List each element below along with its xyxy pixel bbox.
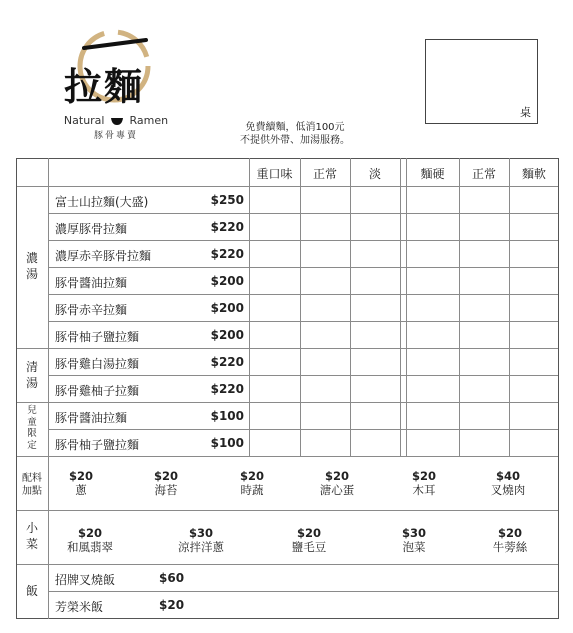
addon-name: 蔥 (75, 483, 87, 497)
grid-line (48, 294, 559, 295)
grid-line (48, 213, 559, 214)
addon-name: 海苔 (154, 483, 178, 497)
col-noodle-firm: 麵硬 (420, 167, 445, 181)
section-clear-soup-label: 清湯 (26, 360, 39, 390)
ramen-item-name: 濃厚赤辛豚骨拉麵 (55, 249, 152, 263)
side-name: 泡菜 (402, 540, 426, 554)
addon-price: $20 (68, 469, 93, 483)
ramen-item-name: 富士山拉麵(大盛) (55, 195, 149, 209)
addon-price: $40 (495, 469, 520, 483)
addon-item (476, 469, 540, 497)
col-noodle-normal: 正常 (471, 167, 496, 181)
section-thick-soup-label: 濃湯 (26, 251, 39, 281)
grid-col-line (350, 158, 351, 456)
grid-line (48, 591, 559, 592)
addon-item (394, 469, 454, 497)
section-sides-label: 小菜 (26, 521, 39, 551)
side-item (388, 526, 440, 554)
ramen-item-price: $220 (210, 382, 244, 396)
ramen-item-name: 豚骨醬油拉麵 (55, 276, 128, 290)
section-clear-soup (16, 359, 48, 391)
col-flavor-normal: 正常 (312, 167, 337, 181)
grid-right-border (558, 158, 559, 619)
side-price: $30 (401, 526, 426, 540)
section-sides (16, 520, 48, 552)
grid-top-line (16, 158, 559, 159)
grid-line (48, 375, 559, 376)
ramen-item-price: $220 (210, 220, 244, 234)
ramen-item-name: 豚骨醬油拉麵 (55, 411, 128, 425)
policy-note (220, 121, 370, 147)
col-flavor-strong: 重口味 (256, 167, 293, 181)
grid-line (16, 510, 559, 511)
grid-line (16, 402, 559, 403)
section-rice (16, 583, 48, 599)
ramen-item-price: $220 (210, 355, 244, 369)
addon-price: $20 (324, 469, 349, 483)
ramen-item-price: $200 (210, 301, 244, 315)
addon-price: $20 (153, 469, 178, 483)
grid-col-line (249, 158, 250, 456)
side-item (276, 526, 342, 554)
bowl-icon (111, 118, 123, 125)
addon-price: $20 (411, 469, 436, 483)
ramen-item-price: $100 (210, 409, 244, 423)
policy-note-line1: 免費續麵，低消100元 (245, 122, 345, 133)
grid-line (48, 240, 559, 241)
addon-name: 時蔬 (240, 483, 264, 497)
side-name: 鹽毛豆 (291, 540, 327, 554)
grid-line (16, 348, 559, 349)
side-item (54, 526, 126, 554)
brand-english-left: Natural (63, 114, 105, 127)
ramen-item-name: 豚骨雞柚子拉麵 (55, 384, 140, 398)
section-rice-label: 飯 (25, 584, 38, 598)
brand-subtitle: 豚骨專賣 (93, 131, 138, 141)
ramen-item-price: $250 (210, 193, 244, 207)
grid-line (48, 429, 559, 430)
grid-col-line (300, 158, 301, 456)
ramen-item-name: 豚骨柚子鹽拉麵 (55, 438, 140, 452)
section-kids-label: 兒童限定 (27, 405, 37, 451)
side-price: $20 (497, 526, 522, 540)
policy-note-line2: 不提供外帶、加湯服務。 (240, 135, 350, 146)
addon-item (136, 469, 196, 497)
grid-header-line (16, 186, 559, 187)
ramen-item-price: $220 (210, 247, 244, 261)
rice-item-name: 芳榮米飯 (55, 600, 104, 614)
ramen-item-name: 濃厚豚骨拉麵 (55, 222, 128, 236)
rice-item-price: $60 (159, 571, 185, 585)
grid-col-line (459, 158, 460, 456)
side-name: 牛蒡絲 (492, 540, 528, 554)
ramen-item-name: 豚骨雞白湯拉麵 (55, 357, 140, 371)
rice-item-price: $20 (159, 598, 185, 612)
addon-name: 溏心蛋 (319, 483, 355, 497)
grid-bottom-line (16, 618, 559, 619)
table-number-box[interactable] (425, 39, 538, 124)
col-flavor-light: 淡 (368, 167, 381, 181)
addon-item (302, 469, 372, 497)
addon-item (56, 469, 106, 497)
section-kids (16, 405, 48, 451)
grid-line (16, 564, 559, 565)
addon-item (222, 469, 282, 497)
grid-line (48, 267, 559, 268)
side-name: 涼拌洋蔥 (178, 540, 224, 554)
brand-logo (60, 22, 172, 142)
grid-col-line (406, 158, 407, 456)
ramen-item-name: 豚骨柚子鹽拉麵 (55, 330, 140, 344)
addon-price: $20 (239, 469, 264, 483)
brand-english-right: Ramen (129, 114, 169, 127)
side-item (164, 526, 238, 554)
grid-line (48, 321, 559, 322)
ramen-item-price: $100 (210, 436, 244, 450)
addon-name: 木耳 (412, 483, 436, 497)
grid-col-line (509, 158, 510, 456)
grid-col-line (400, 158, 401, 456)
grid-line (16, 456, 559, 457)
section-addons (16, 472, 48, 498)
ramen-item-price: $200 (210, 274, 244, 288)
side-item (476, 526, 544, 554)
grid-section-divider (48, 158, 49, 619)
ramen-item-price: $200 (210, 328, 244, 342)
side-price: $30 (188, 526, 213, 540)
section-thick-soup (16, 250, 48, 282)
rice-item-name: 招牌叉燒飯 (55, 573, 116, 587)
table-number-label: 桌 (520, 106, 531, 119)
ramen-item-name: 豚骨赤辛拉麵 (55, 303, 128, 317)
brand-kanji: 拉麵 (64, 64, 145, 109)
brand-english (60, 114, 172, 127)
addon-name: 叉燒肉 (490, 483, 526, 497)
side-price: $20 (77, 526, 102, 540)
side-name: 和風翡翠 (67, 540, 113, 554)
side-price: $20 (296, 526, 321, 540)
section-addons-label: 配料加點 (22, 473, 42, 497)
col-noodle-soft: 麵軟 (521, 167, 546, 181)
